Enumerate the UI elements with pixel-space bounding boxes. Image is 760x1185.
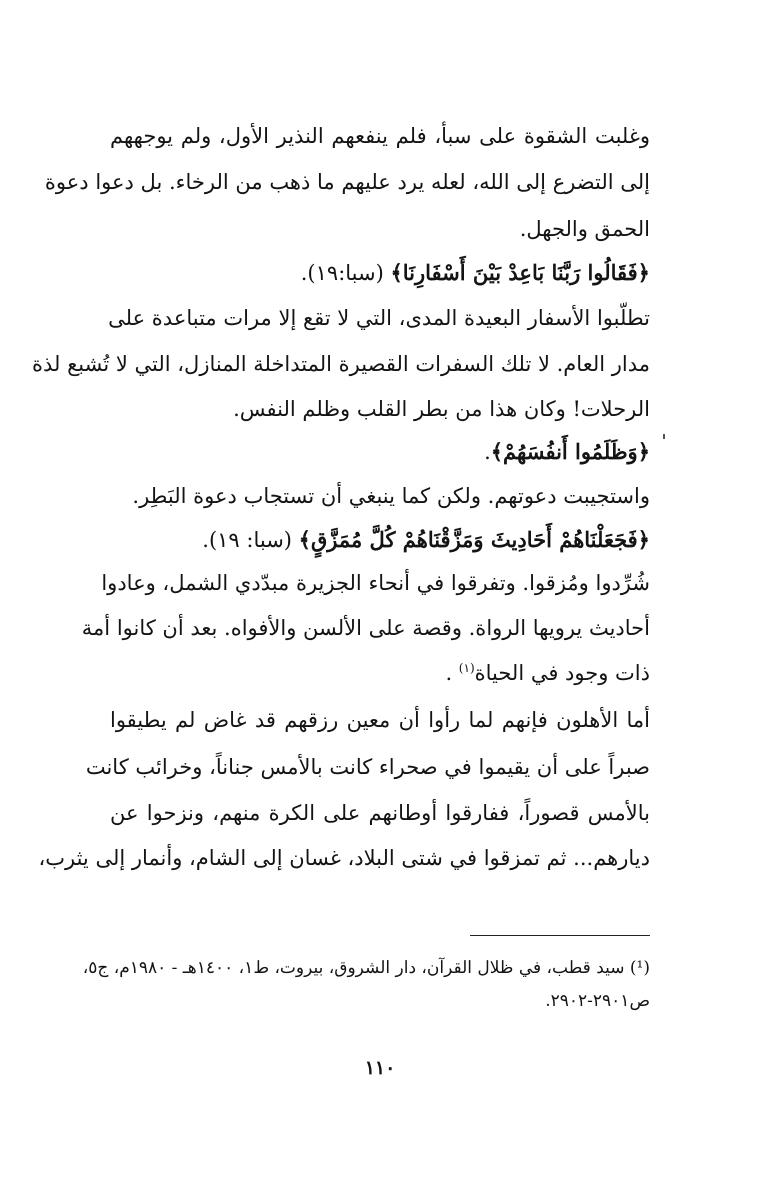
body-line: شُرِّدوا ومُزقوا. وتفرقوا في أنحاء الجزيرة مبدّدي الشمل، وعادوا xyxy=(101,571,650,595)
body-line: الحمق والجهل. xyxy=(519,217,650,241)
verse-reference: (سبا: ١٩). xyxy=(202,528,299,552)
footnote-line: (¹) سيد قطب، في ظلال القرآن، دار الشروق، بيروت، ط١، ١٤٠٠هـ - ١٩٨٠م، ج٥، xyxy=(82,958,650,978)
body-line: بالأمس قصوراً، ففارقوا أوطانهم على الكرة منهم، ونزحوا عن xyxy=(110,801,650,825)
verse-reference: . xyxy=(484,440,491,464)
body-line: وغلبت الشقوة على سبأ، فلم ينفعهم النذير الأول، ولم يوجههم xyxy=(110,124,650,148)
page-number: ١١٠ xyxy=(364,1057,396,1079)
footnote-separator xyxy=(470,935,650,936)
footnote-marker: (١) xyxy=(458,661,475,675)
quran-verse xyxy=(110,525,650,555)
footnote-line: ص٢٩٠١-٢٩٠٢. xyxy=(545,991,650,1011)
verse-text: ﴿فَجَعَلْنَاهُمْ أَحَادِيثَ وَمَزَّقْنَاهُمْ كُلَّ مُمَزَّقٍ﴾ xyxy=(298,527,650,552)
body-line: أحاديث يرويها الرواة. وقصة على الألسن والأفواه. بعد أن كانوا أمة xyxy=(81,616,650,640)
footnote-marker-tail: . xyxy=(445,661,459,685)
body-line: مدار العام. لا تلك السفرات القصيرة المتداخلة المنازل، التي لا تُشبع لذة xyxy=(32,352,650,376)
verse-reference: (سبا:١٩). xyxy=(300,261,391,285)
verse-text: ﴿فَقَالُوا رَبَّنَا بَاعِدْ بَيْنَ أَسْفَارِنَا﴾ xyxy=(390,260,650,285)
body-line: تطلّبوا الأسفار البعيدة المدى، التي لا تقع إلا مرات متباعدة على xyxy=(108,306,650,330)
body-line-text: ذات وجود في الحياة xyxy=(474,661,650,685)
body-line: واستجيبت دعوتهم. ولكن كما ينبغي أن تستجاب دعوة البَطِر. xyxy=(132,484,650,508)
body-line: الرحلات! وكان هذا من بطر القلب وظلم النفس. xyxy=(233,397,650,421)
body-line xyxy=(110,658,650,688)
body-line: إلى التضرع إلى الله، لعله يرد عليهم ما ذهب من الرخاء. بل دعوا دعوة xyxy=(44,170,650,194)
body-line: أما الأهلون فإنهم لما رأوا أن معين رزقهم قد غاض لم يطيقوا xyxy=(110,708,650,732)
verse-text: ﴿وَظَلَمُوا أَنفُسَهُمْ﴾ xyxy=(490,439,650,464)
body-line: ديارهم... ثم تمزقوا في شتى البلاد، غسان إلى الشام، وأنمار إلى يثرب، xyxy=(38,846,650,870)
body-line: صبراً على أن يقيموا في صحراء كانت بالأمس جناناً، وخرائب كانت xyxy=(85,755,650,779)
quran-verse xyxy=(110,258,650,288)
quran-verse xyxy=(110,437,650,467)
scan-speck xyxy=(663,434,665,439)
